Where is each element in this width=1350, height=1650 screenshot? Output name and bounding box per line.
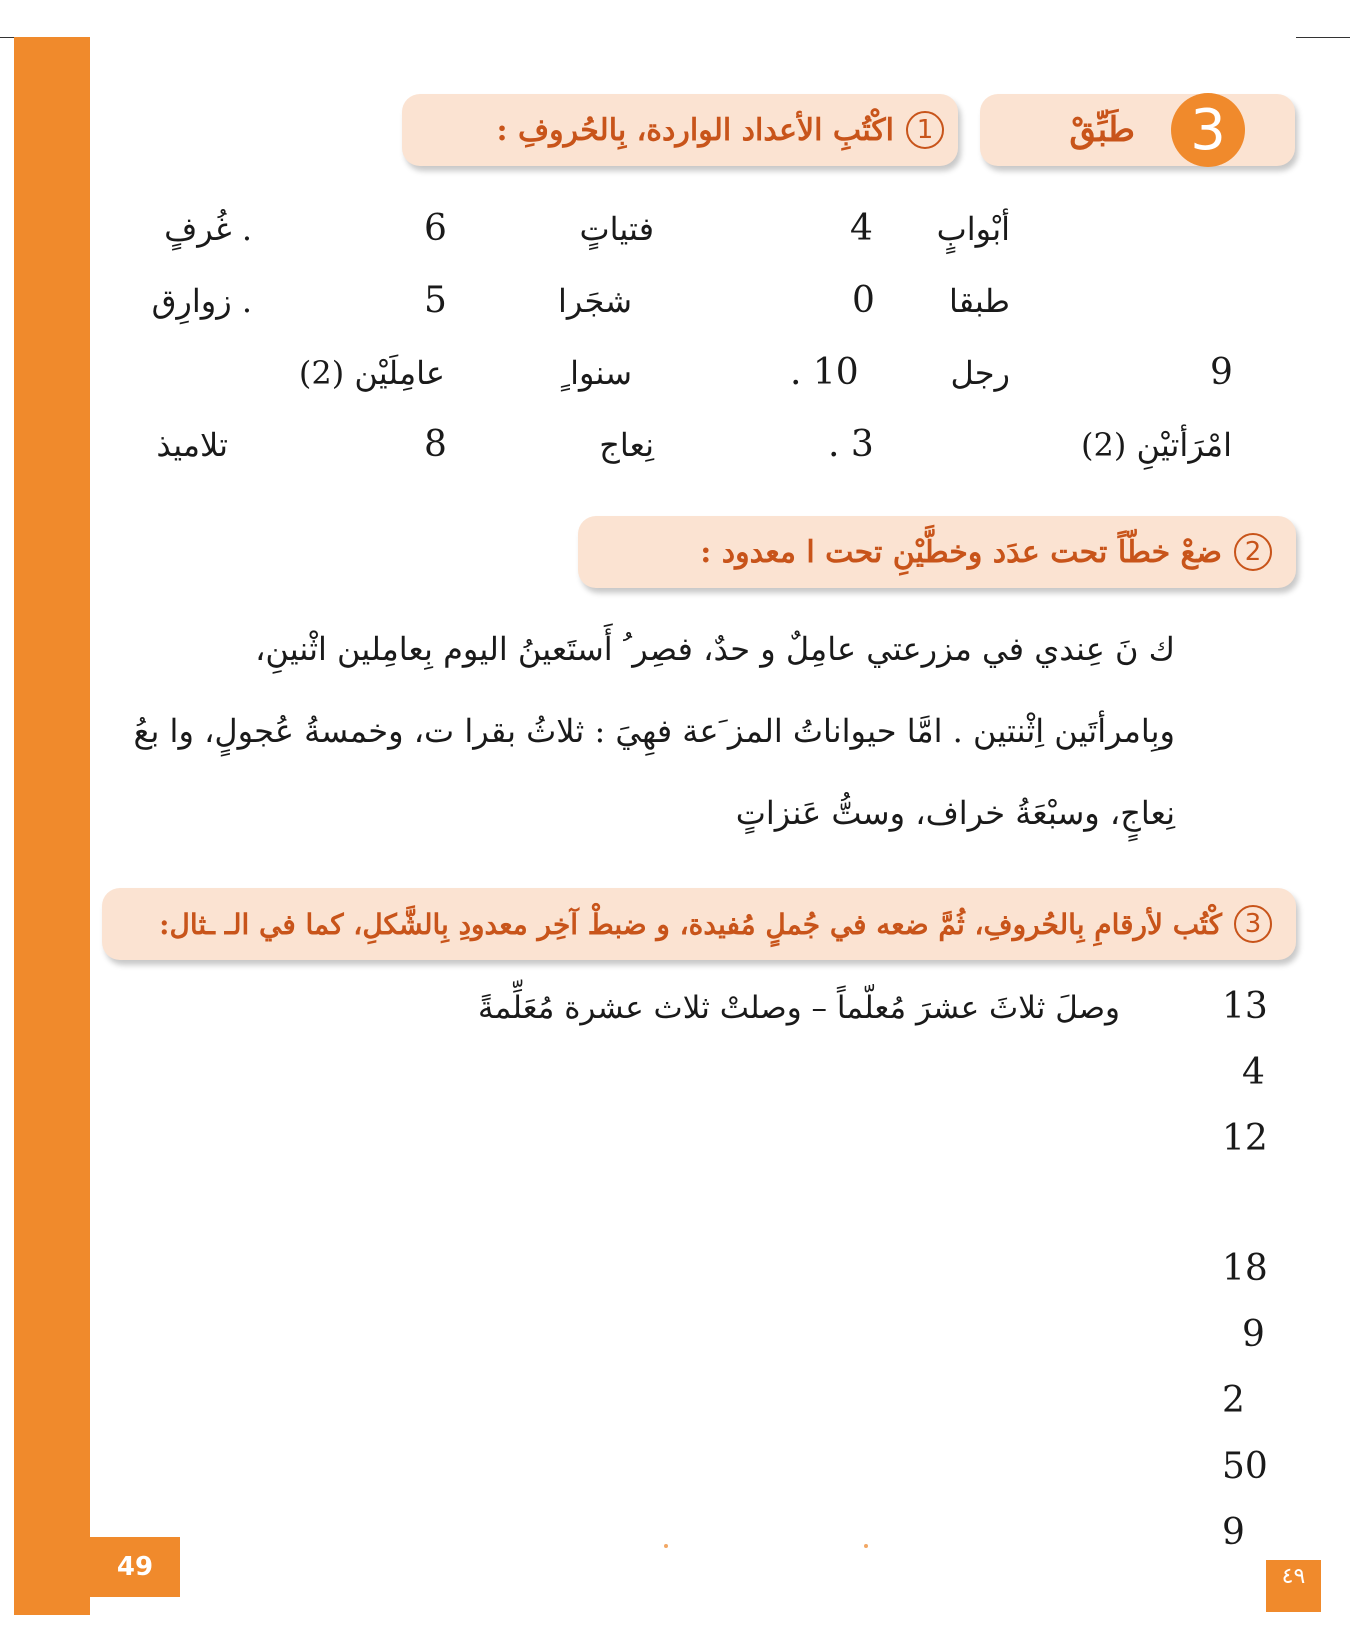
grid-number: . 3 xyxy=(828,424,874,465)
number-item: 9 xyxy=(1222,1512,1245,1553)
exercise-2-banner xyxy=(578,516,1296,588)
example-sentence: وصلَ ثلاثَ عشرَ مُعلّماً – وصلتْ ثلاث عشرة مُعَلِّمةً xyxy=(477,990,1120,1026)
number-item: 9 xyxy=(1242,1314,1265,1355)
grid-number: 0 xyxy=(852,280,875,321)
grid-cell: . زوارِق xyxy=(151,282,252,320)
exercise-3-banner xyxy=(102,888,1296,960)
number-item: 4 xyxy=(1242,1052,1265,1093)
grid-cell: سنوا ٍ xyxy=(560,354,632,392)
crop-mark-left xyxy=(0,37,14,38)
page-number-right: ٤٩ xyxy=(1266,1560,1321,1612)
crop-mark-right xyxy=(1296,37,1350,38)
section-number-badge: 3 xyxy=(1171,93,1245,167)
grid-number: 5 xyxy=(424,280,447,321)
exercise-3-number: 3 xyxy=(1234,905,1272,943)
grid-cell: أبْوابٍ xyxy=(936,210,1010,248)
number-item: 13 xyxy=(1222,986,1268,1027)
grid-cell: تلاميذ xyxy=(156,426,228,464)
grid-cell: رجل xyxy=(950,354,1010,392)
grid-cell: فتياتٍ xyxy=(579,210,654,248)
sidebar-stripe xyxy=(14,37,90,1615)
number-item: 18 xyxy=(1222,1248,1268,1289)
page-number-left: 49 xyxy=(90,1537,180,1597)
grid-number: 4 xyxy=(850,208,873,249)
paragraph-line-3: نِعاجٍ، وسبْعَةُ خراف، وستُّ عَنزاتٍ xyxy=(735,794,1175,832)
exercise-2-number: 2 xyxy=(1234,533,1272,571)
exercise-1-number: 1 xyxy=(906,111,944,149)
paragraph-line-2: وبِامرأتَين اِثْنتين . امَّا حيواناتُ المز َعة فهِيَ : ثلاثُ بقرا ت، وخمسةُ عُجولٍ، وا بعُ xyxy=(133,712,1175,750)
grid-cell: طبقا xyxy=(948,282,1010,320)
exercise-3-instruction: كْتُب لأرقامِ بِالحُروفِ، ثُمَّ ضعه في جُملٍ مُفيدة، و ضبطْ آخِر معدودِ بِالشَّكلِ، كما في الـ ـثال: xyxy=(159,907,1222,941)
grid-cell: . غُرفٍ xyxy=(164,210,252,248)
grid-cell: امْرَأتيْنِ (2) xyxy=(1081,426,1232,464)
section-badge-banner xyxy=(980,94,1295,166)
number-item: 12 xyxy=(1222,1118,1268,1159)
grid-number: . 10 xyxy=(790,352,859,393)
paragraph-line-1: ك نَ عِندي في مزرعتي عامِلٌ و حدٌ، فصِر ُ أَستَعينُ اليوم بِعامِلين اثْنينِ، xyxy=(255,630,1175,668)
section-title: طَبِّقْ xyxy=(1069,110,1135,150)
grid-cell: نِعاج xyxy=(599,426,654,464)
number-item: 50 xyxy=(1222,1446,1268,1487)
exercise-2-instruction: ضعْ خطّاً تحت عدَد وخطَّيْنِ تحت ا معدود : xyxy=(700,534,1222,570)
exercise-1-banner xyxy=(402,94,958,166)
grid-cell: عامِلَيْن (2) xyxy=(298,354,445,392)
grid-number: 8 xyxy=(424,424,447,465)
grid-cell: شجَرا xyxy=(557,282,632,320)
exercise-1-instruction: اكْتُبِ الأعداد الواردة، بِالحُروفِ : xyxy=(496,112,894,148)
grid-number: 6 xyxy=(424,208,447,249)
decor-dot xyxy=(864,1544,868,1548)
number-item: 2 xyxy=(1222,1380,1245,1421)
grid-number: 9 xyxy=(1210,352,1233,393)
decor-dot xyxy=(664,1544,668,1548)
